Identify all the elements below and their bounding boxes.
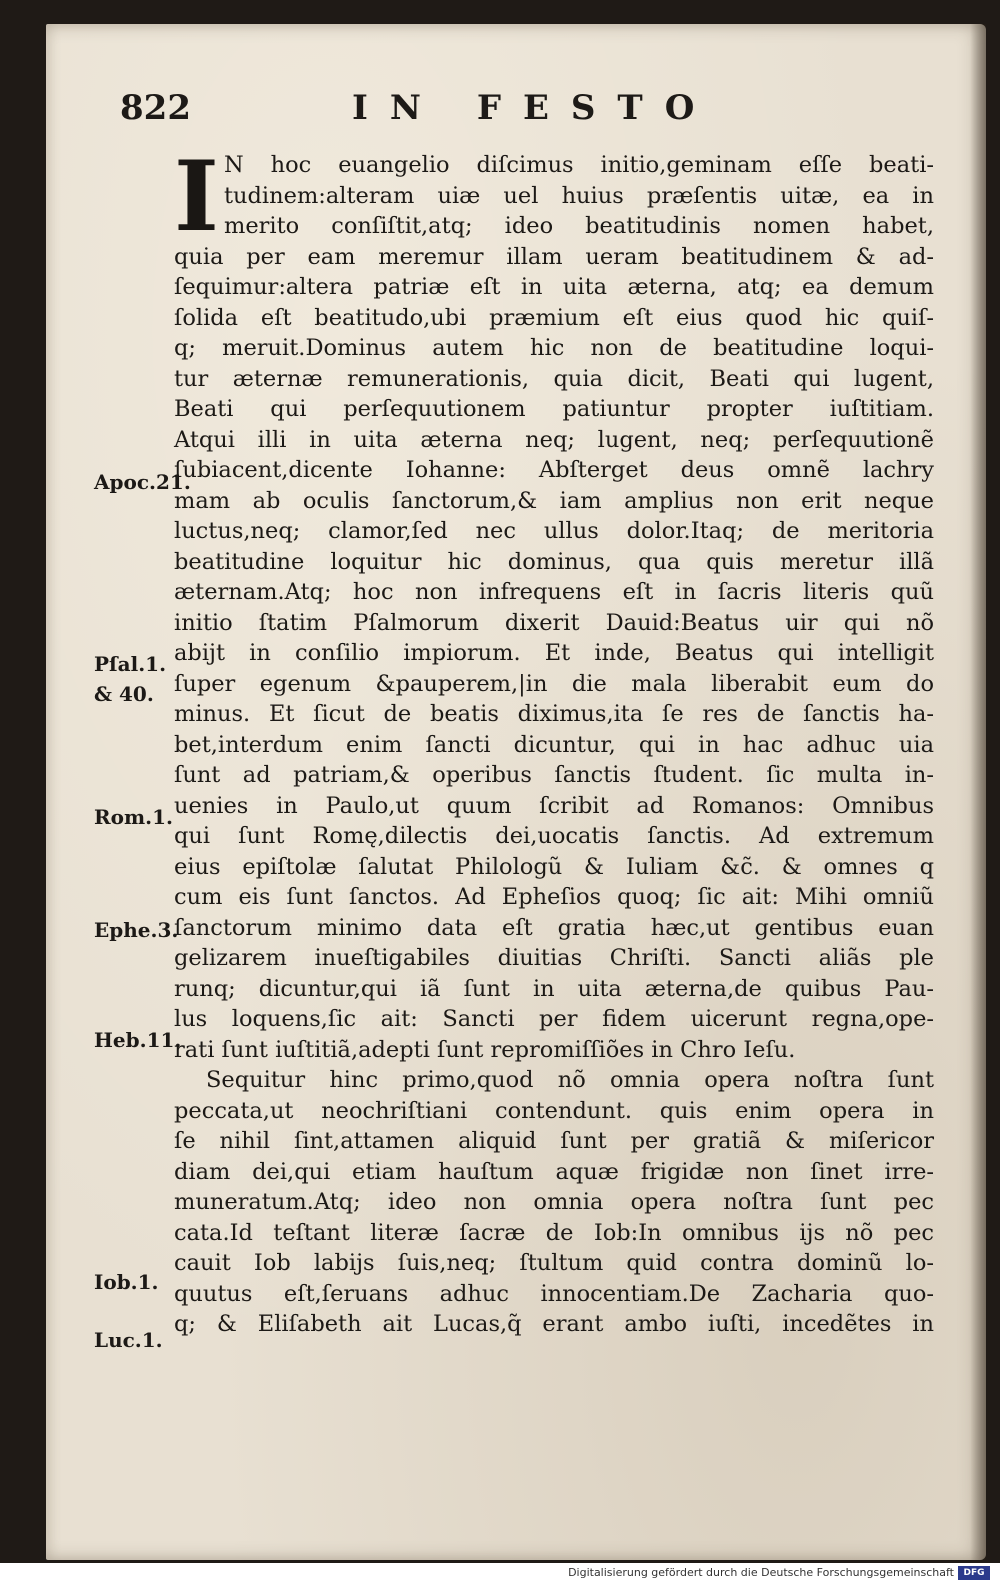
marginal-note: Rom.1. <box>94 805 173 829</box>
footer-bar <box>0 1563 1000 1584</box>
text-line: Beati qui perſequutionem patiuntur propter iuſtitiam. <box>174 396 934 422</box>
running-head: IN FESTO <box>352 88 717 128</box>
text-line: abijt in conſilio impiorum. Et inde, Beatus qui intelligit <box>174 640 934 666</box>
text-line: ſanctorum minimo data eſt gratia hæc,ut gentibus euan <box>174 914 934 941</box>
text-line: merito conſiſtit,atq; ideo beatitudinis nomen habet, <box>224 213 934 239</box>
text-line: qui ſunt Romę,dilectis dei,uocatis ſanctis. Ad extremum <box>174 823 934 849</box>
marginal-note: Apoc.21. <box>94 470 191 494</box>
text-line: Atqui illi in uita æterna neq; lugent, neq; perſequutionẽ <box>174 426 934 453</box>
text-line: peccata,ut neochriſtiani contendunt. quis enim opera in <box>174 1097 934 1124</box>
page-gutter-shadow <box>970 24 986 1560</box>
text-line: ſunt ad patriam,& operibus ſanctis ſtudent. ſic multa in- <box>174 762 934 788</box>
text-line: cum eis ſunt ſanctos. Ad Epheſios quoq; ſic ait: Mihi omniũ <box>174 884 934 910</box>
text-line: ſe nihil ſint,attamen aliquid ſunt per gratiã & miſericor <box>174 1128 934 1154</box>
text-line: ſuper egenum &pauperem,|in die mala liberabit eum do <box>174 670 934 697</box>
drop-cap: I <box>174 140 219 253</box>
text-line: æternam.Atq; hoc non infrequens eſt in ſacris literis quũ <box>174 579 934 605</box>
text-line: minus. Et ſicut de beatis diximus,ita ſe res de ſanctis ha- <box>174 701 934 727</box>
marginal-note: & 40. <box>94 682 154 706</box>
dfg-logo-icon: DFG <box>958 1566 990 1580</box>
marginal-note: Luc.1. <box>94 1328 163 1352</box>
text-line: ſubiacent,dicente Iohanne: Abſterget deus omnẽ lachry <box>174 457 934 483</box>
funding-credit: Digitalisierung gefördert durch die Deutsche Forschungsgemeinschaft <box>568 1566 954 1579</box>
text-line: initio ſtatim Pſalmorum dixerit Dauid:Beatus uir qui nõ <box>174 609 934 636</box>
body-text <box>174 140 934 1340</box>
text-line: tudinem:alteram uiæ uel huius præſentis uitæ, ea in <box>224 182 934 209</box>
text-line: mam ab oculis ſanctorum,& iam amplius non erit neque <box>174 487 934 514</box>
marginal-note: Iob.1. <box>94 1270 159 1294</box>
text-line: Sequitur hinc primo,quod nõ omnia opera noſtra ſunt <box>206 1067 934 1093</box>
text-line: rati ſunt iuſtitiã,adepti ſunt repromiſſiões in Chro Ieſu. <box>174 1036 796 1063</box>
page-header <box>120 88 820 148</box>
text-line: q; & Eliſabeth ait Lucas,q̃ erant ambo iuſti, incedẽtes in <box>174 1311 934 1337</box>
text-line: cata.Id teſtant literæ ſacræ de Iob:In omnibus ijs nõ pec <box>174 1219 934 1246</box>
text-line: beatitudine loquitur hic dominus, qua quis meretur illã <box>174 548 934 575</box>
marginal-note: Pſal.1. <box>94 652 167 676</box>
text-line: q; meruit.Dominus autem hic non de beatitudine loqui- <box>174 335 934 361</box>
text-line: gelizarem inueſtigabiles diuitias Chriſti. Sancti aliãs ple <box>174 945 934 971</box>
text-line: cauit Iob labijs ſuis,neq; ſtultum quid contra dominũ lo- <box>174 1250 934 1276</box>
marginal-note: Ephe.3. <box>94 918 179 942</box>
page-number: 822 <box>120 88 191 128</box>
text-line: N hoc euangelio diſcimus initio,geminam eſſe beati- <box>224 152 934 178</box>
text-line: muneratum.Atq; ideo non omnia opera noſtra ſunt pec <box>174 1189 934 1215</box>
text-line: luctus,neq; clamor,ſed nec ullus dolor.Itaq; de meritoria <box>174 518 934 544</box>
text-line: eius epiſtolæ ſalutat Philologũ & Iuliam &c̃. & omnes q <box>174 853 934 880</box>
text-line: ſequimur:altera patriæ eſt in uita æterna, atq; ea demum <box>174 274 934 300</box>
text-line: quia per eam meremur illam ueram beatitudinem & ad- <box>174 243 934 270</box>
text-line: tur æternæ remunerationis, quia dicit, Beati qui lugent, <box>174 365 934 392</box>
text-line: uenies in Paulo,ut quum ſcribit ad Romanos: Omnibus <box>174 792 934 819</box>
text-line: quutus eſt,ſeruans adhuc innocentiam.De Zacharia quo- <box>174 1280 934 1307</box>
text-line: lus loquens,ſic ait: Sancti per fidem uicerunt regna,ope- <box>174 1006 934 1032</box>
text-line: bet,interdum enim ſancti dicuntur, qui in hac adhuc uia <box>174 731 934 758</box>
marginal-note: Heb.11. <box>94 1028 182 1052</box>
text-line: ſolida eſt beatitudo,ubi præmium eſt eius quod hic quiſ- <box>174 304 934 331</box>
text-line: runq; dicuntur,qui iã ſunt in uita æterna,de quibus Pau- <box>174 975 934 1002</box>
text-line: diam dei,qui etiam hauſtum aquæ frigidæ non ſinet irre- <box>174 1158 934 1185</box>
